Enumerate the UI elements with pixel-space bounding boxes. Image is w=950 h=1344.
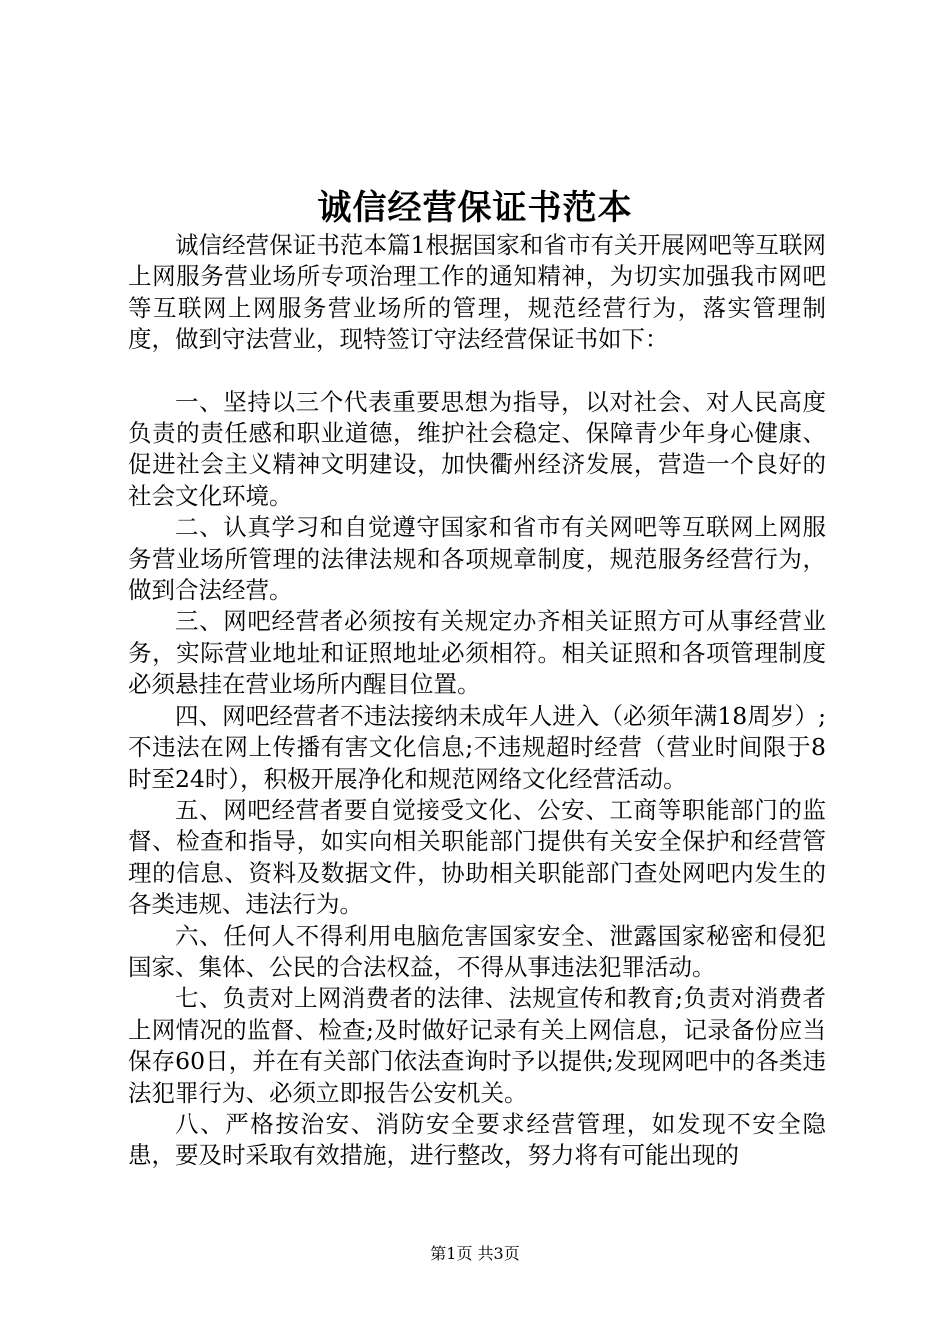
paragraph-item-8: 八、严格按治安、消防安全要求经营管理，如发现不安全隐患，要及时采取有效措施，进行整改，努力将有可能出现的 bbox=[128, 1109, 826, 1170]
paragraph-item-7: 七、负责对上网消费者的法律、法规宣传和教育;负责对消费者上网情况的监督、检查;及时做好记录有关上网信息，记录备份应当保存60日，并在有关部门依法查询时予以提供;发现网吧中的各类违法犯罪行为、必须立即报告公安机关。 bbox=[128, 984, 826, 1107]
paragraph-item-1: 一、坚持以三个代表重要思想为指导，以对社会、对人民高度负责的责任感和职业道德，维护社会稳定、保障青少年身心健康、促进社会主义精神文明建设，加快衢州经济发展，营造一个良好的社会文化环境。 bbox=[128, 387, 826, 510]
page-number-footer: 第1页 共3页 bbox=[430, 1244, 520, 1263]
document-body bbox=[128, 230, 826, 1172]
document-title: 诚信经营保证书范本 bbox=[317, 188, 633, 228]
paragraph-item-4: 四、网吧经营者不违法接纳未成年人进入（必须年满18周岁）;不违法在网上传播有害文化信息;不违规超时经营（营业时间限于8时至24时），积极开展净化和规范网络文化经营活动。 bbox=[128, 701, 826, 793]
paragraph-item-2: 二、认真学习和自觉遵守国家和省市有关网吧等互联网上网服务营业场所管理的法律法规和各项规章制度，规范服务经营行为，做到合法经营。 bbox=[128, 513, 826, 605]
paragraph-item-5: 五、网吧经营者要自觉接受文化、公安、工商等职能部门的监督、检查和指导，如实向相关职能部门提供有关安全保护和经营管理的信息、资料及数据文件，协助相关职能部门查处网吧内发生的各类违规、违法行为。 bbox=[128, 795, 826, 919]
paragraph-item-3: 三、网吧经营者必须按有关规定办齐相关证照方可从事经营业务，实际营业地址和证照地址必须相符。相关证照和各项管理制度必须悬挂在营业场所内醒目位置。 bbox=[128, 607, 826, 699]
paragraph-intro: 诚信经营保证书范本篇1根据国家和省市有关开展网吧等互联网上网服务营业场所专项治理工作的通知精神，为切实加强我市网吧等互联网上网服务营业场所的管理，规范经营行为，落实管理制度，做到守法营业，现特签订守法经营保证书如下： bbox=[128, 231, 826, 354]
paragraph-item-6: 六、任何人不得利用电脑危害国家安全、泄露国家秘密和侵犯国家、集体、公民的合法权益，不得从事违法犯罪活动。 bbox=[128, 921, 826, 981]
